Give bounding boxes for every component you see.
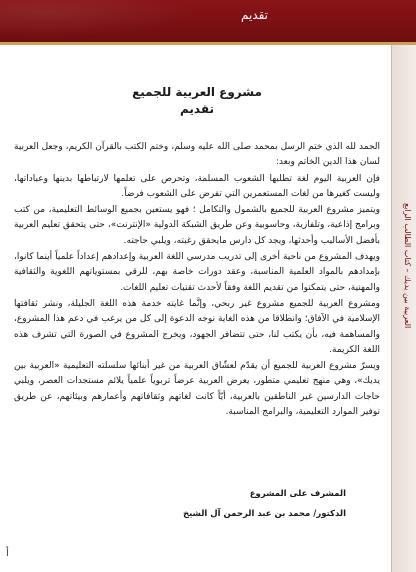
signature-name: الدكتور/ محمد بن عبد الرحمن آل الشيخ: [182, 509, 346, 519]
document-title: مشروع العربية للجميع: [132, 85, 262, 99]
paragraph-comprehensiveness: ويتميز مشروع العربية للجميع بالشمول والتكامل ؛ فهو يستعين بجميع الوسائط التعليمية، من كتب وبرامج إذاعية، وتلفازية، وحاسوبية وعن طريق الشبكة الدولية «الإنترنت»، حتى يتحقق تعليم العربية بأفضل الأساليب وأحدثها، ويجد كل دارس مايحقق رغبته، ويلبي حاجته.: [14, 205, 380, 246]
paragraph-opening: الحمد لله الذي ختم الرسل بمحمد صلى الله عليه وسلم، وختم الكتب بالقرآن الكريم، وجعل العربية لسان هذا الدين الخاتم وبعد:: [14, 142, 380, 168]
paragraph-arabic-demand: فإن العربية اليوم لغة تطلبها الشعوب المسلمة، وتحرص على تعلمها لارتباطها بدينها وعباداتها، وليست كغيرها من لغات المستعمرين التي تفرض على الشعوب فرضاً.: [14, 173, 380, 199]
signature-block: [183, 484, 346, 524]
header-band: [0, 0, 416, 42]
signature-role: المشرف على المشروع: [249, 489, 346, 499]
header-gold-rule: [0, 42, 416, 45]
document-subtitle: تقديم: [180, 102, 214, 116]
paragraph-teacher-training: ويهدف المشروع من ناحية أخرى إلى تدريب مدرسي اللغة العربية وإعدادهم إعداداً علمياً أينما كانوا، بإمدادهم بالمواد العلمية المناسبة، وعقد دورات خاصة بهم، للرقي بمستوياتهم اللغوية والثقافية والمهنية، حتى يتمكنوا من تقديم اللغة وفقاً لأحدث تقنيات تعليم اللغات.: [14, 252, 380, 293]
main-content: [14, 84, 380, 421]
paragraph-nonprofit: ومشروع العربية للجميع مشروع غير ربحي، وإنَّما غايته خدمة هذه اللغة الجليلة، ونشر ثقافتها الإسلامية في الآفاق؛ وانطلاقا من هذه الغاية نوجه الدعوة إلى كل من يرغب في دعم هذا المشروع، والمساهمة فيه، بأن يكتب لنا، حتى تتضافر الجهود، ويخرج المشروع في الصورة التي تشرف هذه اللغة الكريمة.: [14, 298, 380, 355]
header-title: تقديم: [240, 8, 268, 22]
paragraph-series-intro: ويسرّ مشروع العربية للجميع أن يقدّم لعشّاق العربية من غير أبنائها سلسلته التعليمية «العربية بين يديك»، وهي منهج تعليمي متطور، يعرض العربية عرضاً تربوياً علمياً يلائم مستجدات العصر، ويلبي حاجات الدارسين غير الناطقين بالعربية، أيّاً كانت لغاتهم وثقافاتهم وأعمارهم وبيئاتهم، عن طريق توفير الموارد التعليمية، والبرامج المناسبة.: [14, 361, 380, 418]
side-strip: [391, 45, 416, 572]
book-title-vertical: العربية بين يديك – كتاب الطالب الرابع: [403, 203, 412, 329]
page-number: أ: [6, 548, 9, 559]
header-ornament: [0, 0, 220, 42]
